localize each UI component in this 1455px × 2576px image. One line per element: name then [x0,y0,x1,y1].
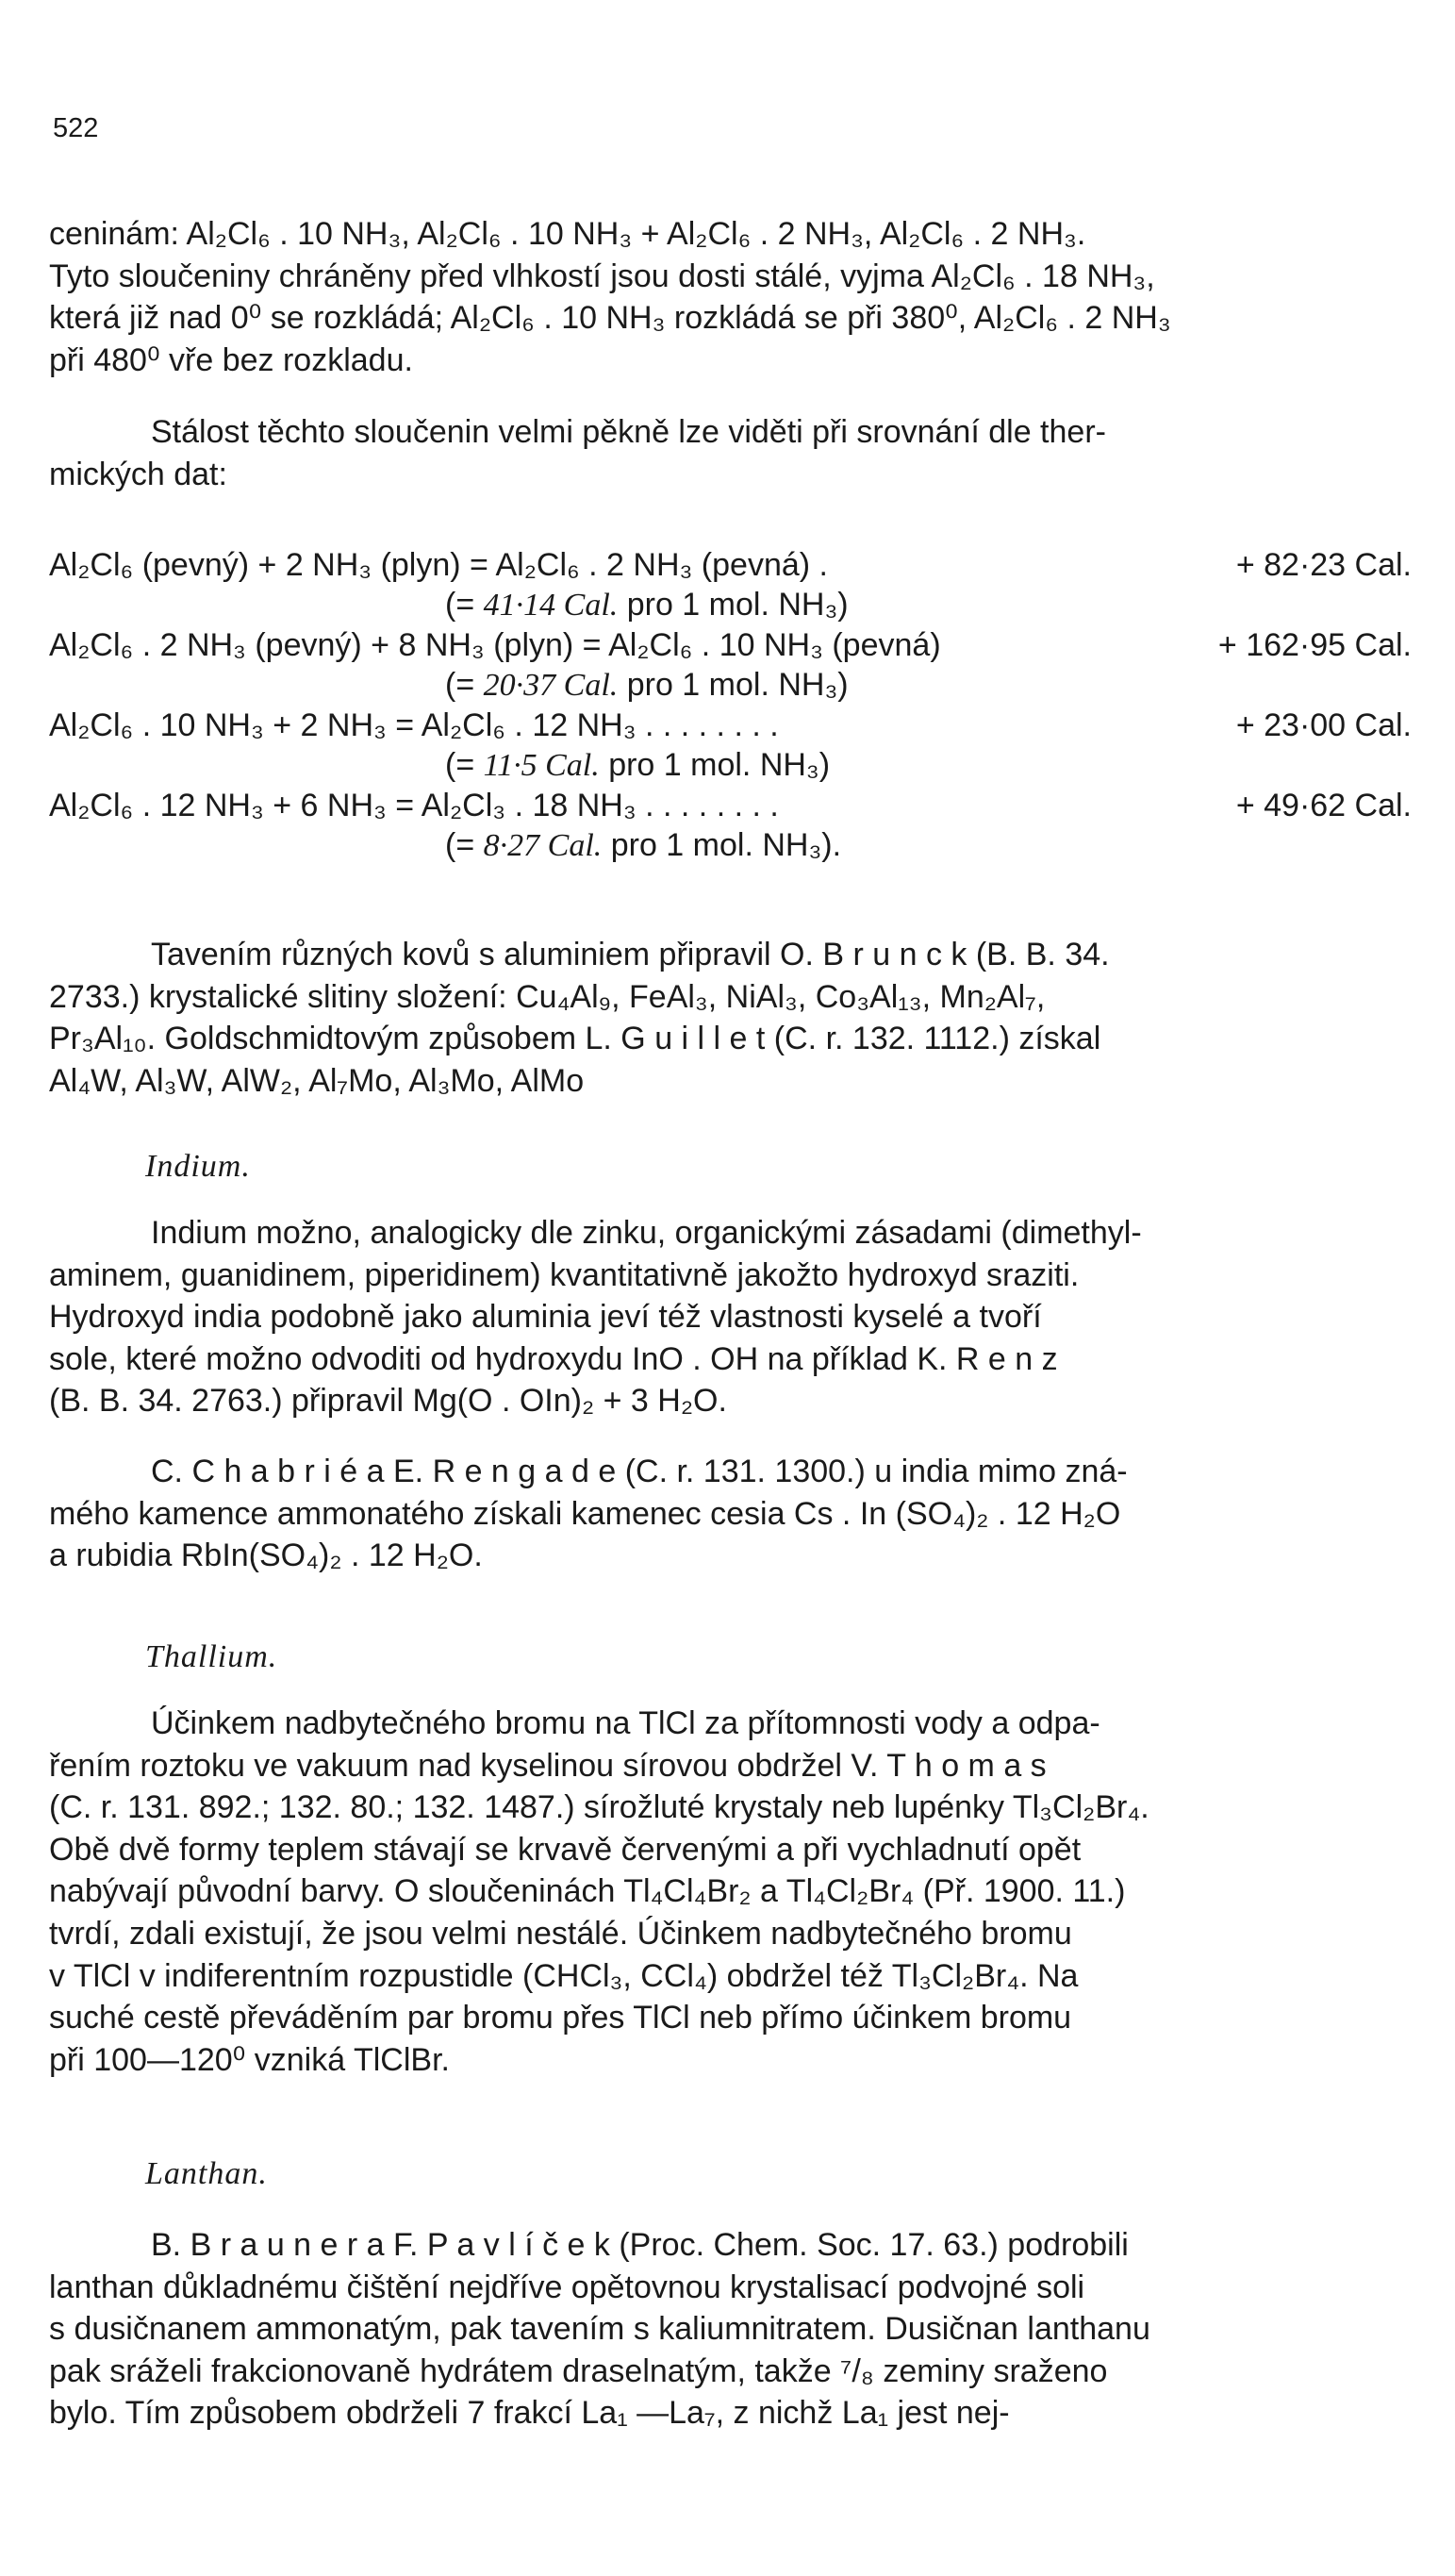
text-line: aminem, guanidinem, piperidinem) kvantitativně jakožto hydroxyd sraziti. [49,1256,1080,1293]
paragraph-lanthan [49,2224,1412,2435]
text-line: suché cestě převáděním par bromu přes TlCl neb přímo účinkem bromu [49,2000,1072,2036]
text-line: s dusičnanem ammonatým, pak tavením s kaliumnitratem. Dusičnan lanthanu [49,2311,1150,2348]
text-line: ceninám: Al₂Cl₆ . 10 NH₃, Al₂Cl₆ . 10 NH₃ + Al₂Cl₆ . 2 NH₃, Al₂Cl₆ . 2 NH₃. [49,216,1086,252]
paragraph-stability [49,411,1412,495]
page-number: 522 [53,113,99,143]
text-line: Indium možno, analogicky dle zinku, organickými zásadami (dimethyl- [151,1215,1142,1251]
equation-per-mol: (= 11·5 Cal. pro 1 mol. NH₃) [445,747,831,783]
equation-left: Al₂Cl₆ (pevný) + 2 NH₃ (plyn) = Al₂Cl₆ . 2 NH₃ (pevná) . [49,547,828,583]
text-line: Al₄W, Al₃W, AlW₂, Al₇Mo, Al₃Mo, AlMo [49,1062,585,1099]
text-line: řením roztoku ve vakuum nad kyselinou sírovou obdržel V. T h o m a s [49,1747,1047,1784]
text-line: B. B r a u n e r a F. P a v l í č e k (Proc. Chem. Soc. 17. 63.) podrobili [151,2227,1129,2263]
text-line: sole, které možno odvoditi od hydroxydu InO . OH na příklad K. R e n z [49,1340,1058,1377]
text-line: při 100—120⁰ vzniká TlClBr. [49,2041,450,2078]
text-line: Tyto sloučeniny chráněny před vlhkostí jsou dosti stálé, vyjma Al₂Cl₆ . 18 NH₃, [49,258,1155,294]
thermochemical-equations [49,545,1412,866]
text-line: při 480⁰ vře bez rozkladu. [49,341,413,378]
paragraph-indium-hydroxide [49,1212,1412,1422]
section-heading-indium: Indium. [145,1149,251,1184]
paragraph-indium-alums [49,1451,1412,1577]
text-line: mého kamence ammonatého získali kamenec cesia Cs . In (SO₄)₂ . 12 H₂O [49,1495,1121,1532]
text-line: (B. B. 34. 2763.) připravil Mg(O . OIn)₂ + 3 H₂O. [49,1383,727,1420]
text-line: lanthan důkladnému čištění nejdříve opětovnou krystalisací podvojné soli [49,2269,1085,2305]
text-line: tvrdí, zdali existují, že jsou velmi nestálé. Účinkem nadbytečného bromu [49,1915,1072,1952]
equation-per-mol: (= 20·37 Cal. pro 1 mol. NH₃) [445,667,849,703]
equation-left: Al₂Cl₆ . 10 NH₃ + 2 NH₃ = Al₂Cl₆ . 12 NH₃ . . . . . . . . [49,707,779,743]
equation-per-mol: (= 41·14 Cal. pro 1 mol. NH₃) [445,587,849,623]
text-line: pak sráželi frakcionovaně hydrátem draselnatým, takže ⁷/₈ zeminy sraženo [49,2352,1108,2389]
text-line: která již nad 0⁰ se rozkládá; Al₂Cl₆ . 10 NH₃ rozkládá se při 380⁰, Al₂Cl₆ . 2 NH₃ [49,300,1171,337]
equation-2 [49,625,1412,706]
paragraph-thallium [49,1703,1412,2081]
equation-per-mol: (= 8·27 Cal. pro 1 mol. NH₃). [445,827,842,863]
section-heading-thallium: Thallium. [145,1639,278,1674]
text-line: bylo. Tím způsobem obdrželi 7 frakcí La₁ —La₇, z nichž La₁ jest nej- [49,2395,1010,2432]
section-heading-lanthan: Lanthan. [145,2156,268,2191]
text-line: Obě dvě formy teplem stávají se krvavě červenými a při vychladnutí opět [49,1831,1082,1868]
text-line: Hydroxyd india podobně jako aluminia jeví též vlastnosti kyselé a tvoří [49,1299,1042,1336]
equation-1 [49,545,1412,625]
equation-4 [49,786,1412,866]
equation-heat: + 23·00 Cal. [1235,707,1412,743]
text-line: Tavením různých kovů s aluminiem připravil O. B r u n c k (B. B. 34. [151,937,1110,972]
paragraph-ammoniates [49,213,1412,381]
text-line: mických dat: [49,456,227,492]
equation-3 [49,706,1412,786]
equation-left: Al₂Cl₆ . 12 NH₃ + 6 NH₃ = Al₂Cl₃ . 18 NH₃ . . . . . . . . [49,788,779,823]
equation-heat: + 49·62 Cal. [1235,788,1412,823]
text-line: v TlCl v indiferentním rozpustidle (CHCl₃, CCl₄) obdržel též Tl₃Cl₂Br₄. Na [49,1957,1079,1994]
text-line: C. C h a b r i é a E. R e n g a d e (C. r. 131. 1300.) u india mimo zná- [151,1454,1128,1489]
text-line: 2733.) krystalické slitiny složení: Cu₄Al₉, FeAl₃, NiAl₃, Co₃Al₁₃, Mn₂Al₇, [49,978,1046,1015]
equation-heat: + 162·95 Cal. [1217,627,1412,663]
equation-left: Al₂Cl₆ . 2 NH₃ (pevný) + 8 NH₃ (plyn) = Al₂Cl₆ . 10 NH₃ (pevná) [49,627,941,663]
equation-heat: + 82·23 Cal. [1235,547,1412,583]
text-line: a rubidia RbIn(SO₄)₂ . 12 H₂O. [49,1537,483,1574]
text-line: (C. r. 131. 892.; 132. 80.; 132. 1487.) sírožluté krystaly neb lupénky Tl₃Cl₂Br₄. [49,1789,1149,1826]
text-line: nabývají původní barvy. O sloučeninách Tl₄Cl₄Br₂ a Tl₄Cl₂Br₄ (Př. 1900. 11.) [49,1873,1126,1910]
text-line: Účinkem nadbytečného bromu na TlCl za přítomnosti vody a odpa- [151,1705,1100,1741]
text-line: Stálost těchto sloučenin velmi pěkně lze viděti při srovnání dle ther- [151,414,1106,450]
text-line: Pr₃Al₁₀. Goldschmidtovým způsobem L. G u i l l e t (C. r. 132. 1112.) získal [49,1021,1101,1057]
paragraph-alloys [49,934,1412,1102]
